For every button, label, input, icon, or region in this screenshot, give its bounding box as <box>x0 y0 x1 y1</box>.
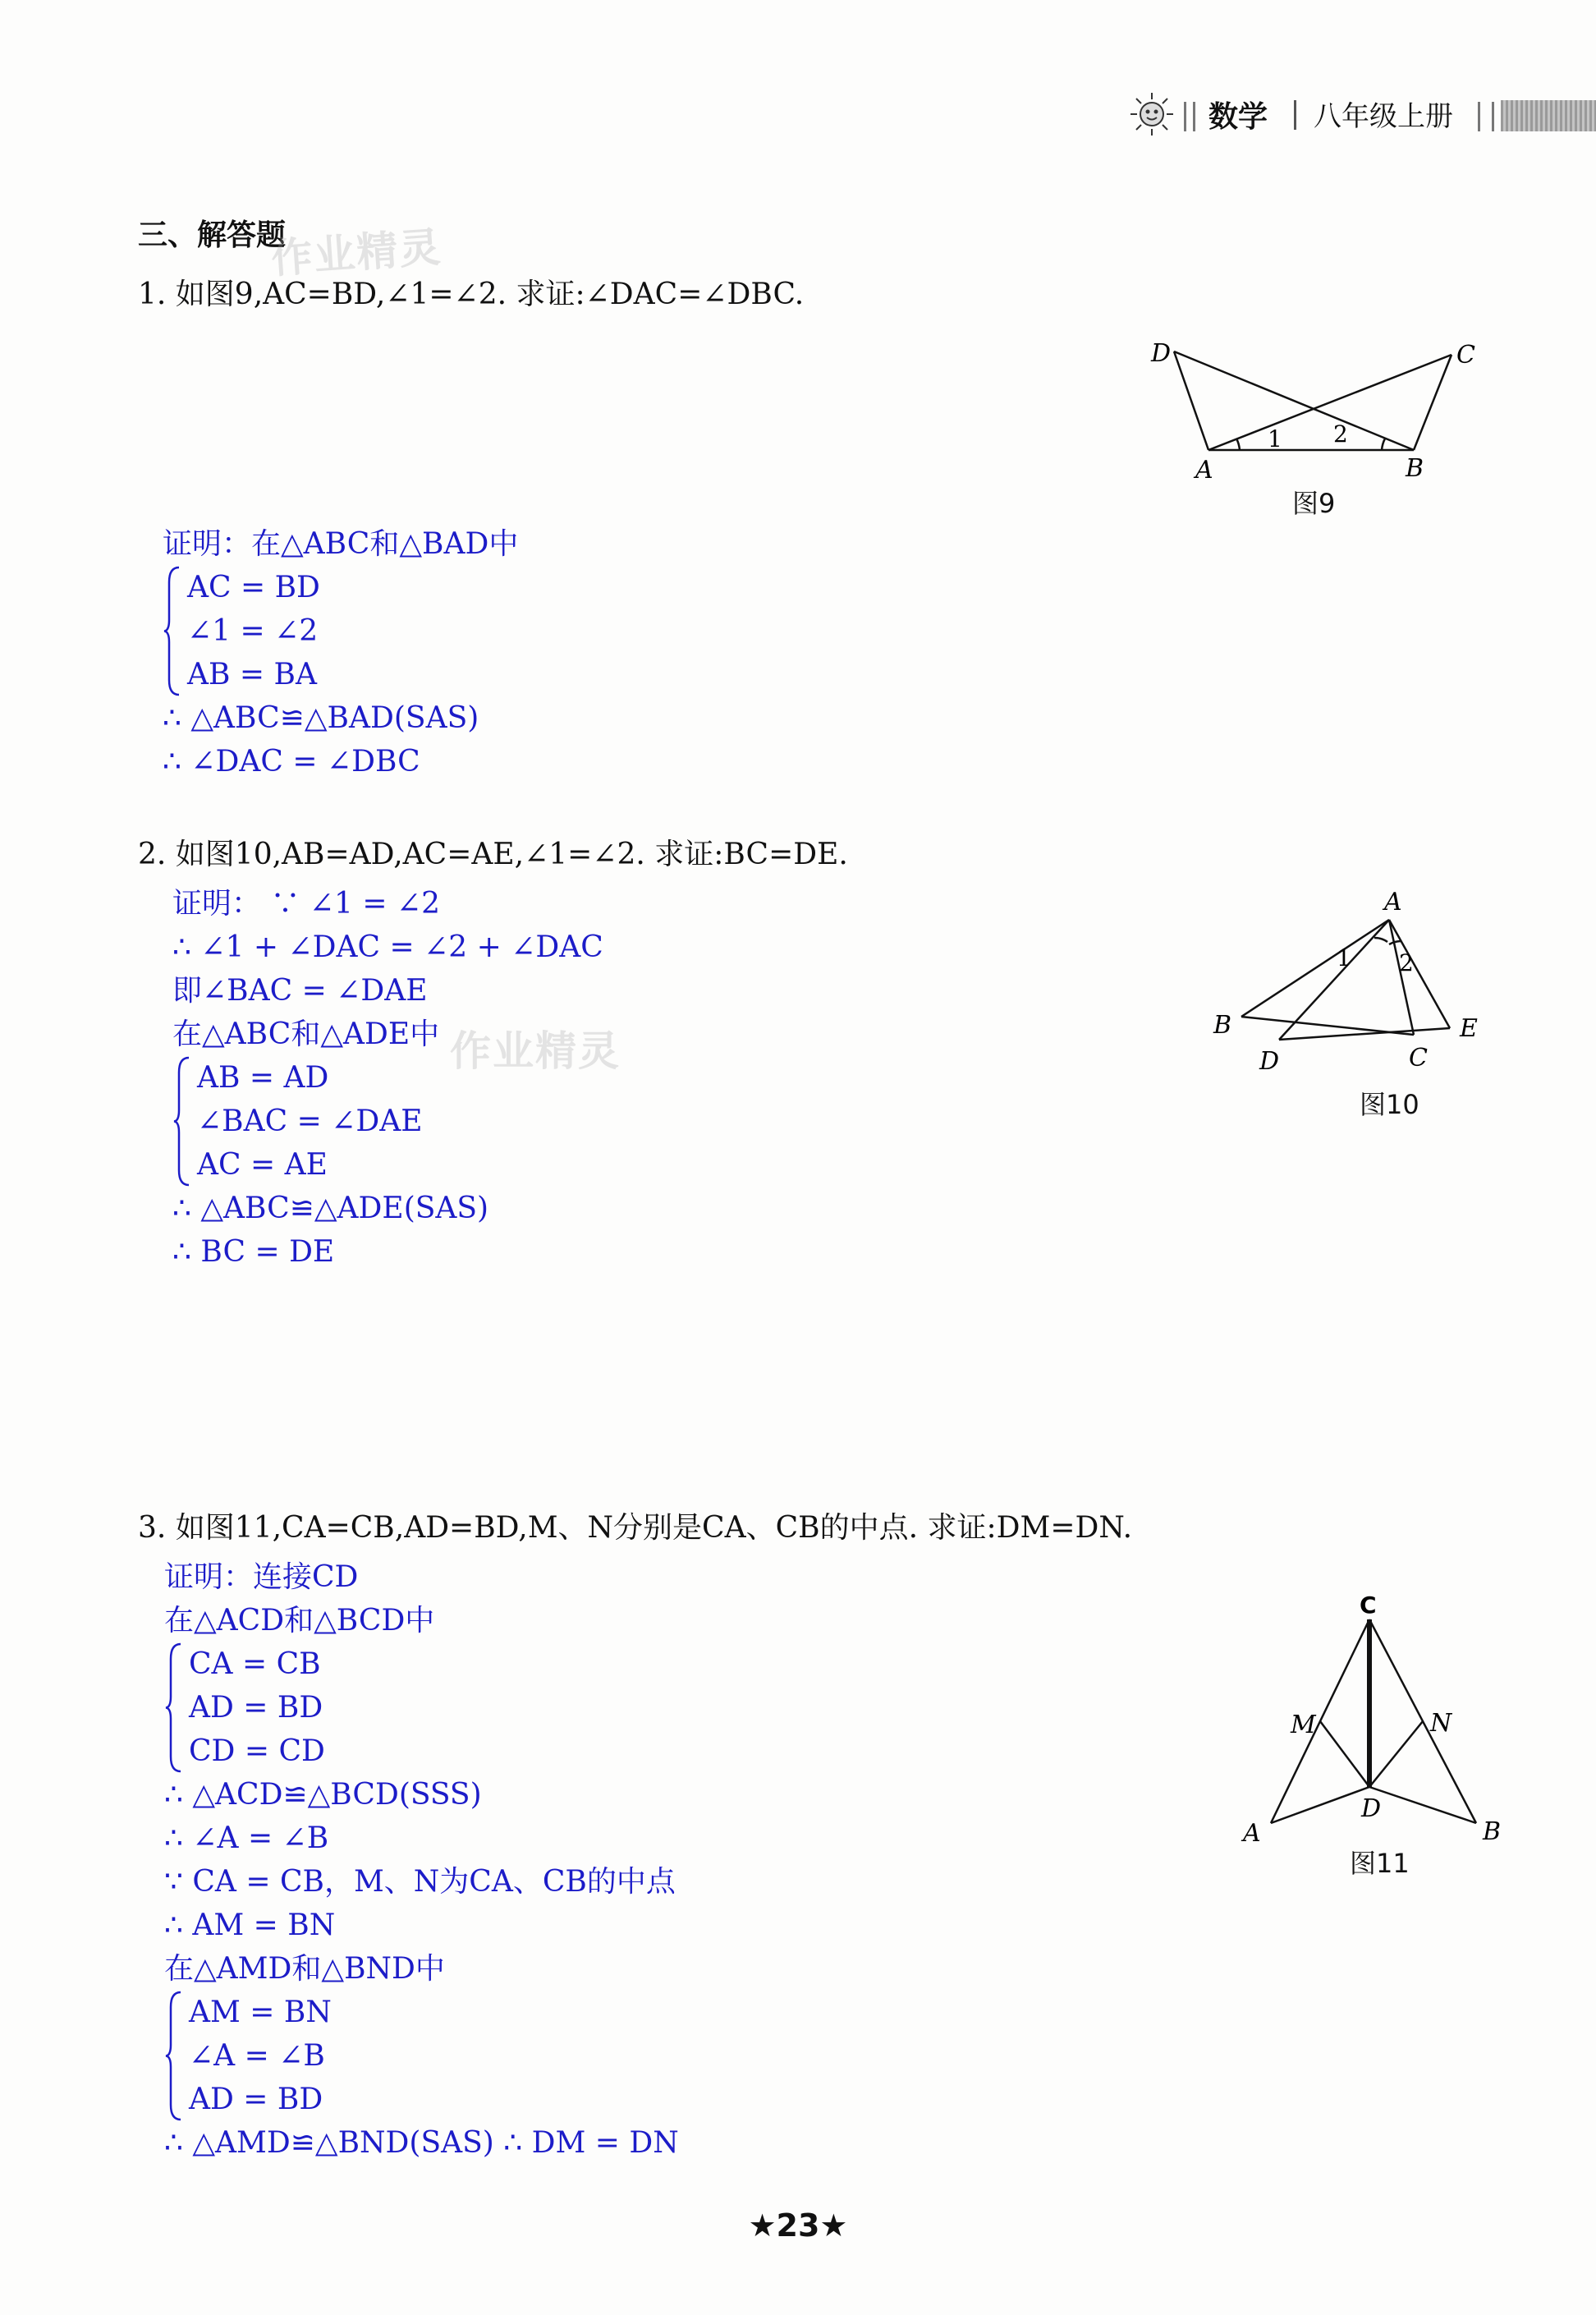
fig11-label-A: A <box>1243 1819 1261 1848</box>
fig9-label-B: B <box>1406 454 1424 483</box>
fig9-label-C: C <box>1456 341 1475 370</box>
brace-icon <box>164 1991 184 2121</box>
question-2: 2. 如图10,AB=AD,AC=AE,∠1=∠2. 求证:BC=DE. <box>138 838 848 871</box>
header-separator <box>1294 100 1296 130</box>
fig10-label-E: E <box>1460 1014 1478 1043</box>
fig10-label-D: D <box>1259 1047 1280 1076</box>
proof-1-system-line: AC = BD <box>187 571 320 604</box>
fig9-angle-1: 1 <box>1268 425 1282 452</box>
fig10-label-A: A <box>1384 888 1402 916</box>
header-subject: 数学 <box>1208 100 1268 134</box>
figure-10-caption: 图10 <box>1360 1089 1419 1120</box>
figure-9 <box>1133 328 1494 485</box>
sun-logo-icon <box>1128 90 1176 138</box>
proof-3-line: ∴ AM = BN <box>164 1908 336 1942</box>
proof-3-line: 证明：连接CD <box>164 1560 359 1594</box>
proof-3-system-1 <box>164 1642 679 1773</box>
fig10-angle-1: 1 <box>1337 944 1351 971</box>
header-divider-right <box>1478 102 1494 131</box>
fig9-angle-2: 2 <box>1333 420 1348 448</box>
proof-2-line: 在△ABC和△ADE中 <box>172 1017 440 1051</box>
page-header <box>1103 82 1596 148</box>
proof-2-system-line: AB = AD <box>197 1061 329 1095</box>
proof-1-line: ∴ ∠DAC = ∠DBC <box>163 745 420 779</box>
header-decoration <box>1501 100 1596 131</box>
proof-2-line: ∴ △ABC≌△ADE(SAS) <box>172 1192 489 1225</box>
proof-3 <box>164 1555 679 2165</box>
proof-2-line: 证明： ∵ ∠1 = ∠2 <box>172 887 441 921</box>
watermark-2: 作业精灵 <box>450 1027 621 1075</box>
proof-3-system-2 <box>164 1991 679 2121</box>
proof-1-system-line: ∠1 = ∠2 <box>187 614 319 648</box>
header-grade: 八年级上册 <box>1314 100 1453 133</box>
fig11-label-D: D <box>1361 1794 1382 1823</box>
proof-2 <box>172 882 603 1274</box>
proof-3-line: ∴ △ACD≌△BCD(SSS) <box>164 1778 482 1812</box>
figure-9-caption: 图9 <box>1292 488 1336 519</box>
fig11-label-C: C <box>1360 1593 1377 1619</box>
proof-3-line: 在△ACD和△BCD中 <box>164 1604 435 1637</box>
proof-1-system-line: AB = BA <box>187 658 317 691</box>
proof-2-line: ∴ ∠1 + ∠DAC = ∠2 + ∠DAC <box>172 930 603 964</box>
watermark: 作业精灵 <box>269 223 444 283</box>
proof-2-system-line: ∠BAC = ∠DAE <box>197 1105 423 1138</box>
figure-11-caption: 图11 <box>1350 1848 1410 1879</box>
fig11-label-M: M <box>1291 1711 1316 1739</box>
proof-1 <box>163 522 518 783</box>
brace-icon <box>164 1642 184 1773</box>
fig10-label-B: B <box>1213 1011 1232 1040</box>
proof-3-line: ∴ ∠A = ∠B <box>164 1821 329 1855</box>
proof-3-line: ∴ △AMD≌△BND(SAS) ∴ DM = DN <box>164 2126 679 2160</box>
proof-2-line: ∴ BC = DE <box>172 1235 335 1269</box>
brace-icon <box>172 1056 192 1187</box>
proof-3-system-line: CA = CB <box>189 1647 321 1681</box>
brace-icon <box>163 566 182 696</box>
proof-3-system-line: AM = BN <box>189 1996 332 2029</box>
fig11-label-B: B <box>1483 1817 1502 1846</box>
figure-10 <box>1199 879 1494 1084</box>
proof-1-intro: 证明：在△ABC和△BAD中 <box>163 527 519 561</box>
proof-2-line: 即∠BAC = ∠DAE <box>172 974 428 1008</box>
header-divider <box>1184 102 1195 131</box>
fig10-angle-2: 2 <box>1399 949 1414 976</box>
fig9-label-A: A <box>1195 456 1213 485</box>
question-1: 1. 如图9,AC=BD,∠1=∠2. 求证:∠DAC=∠DBC. <box>138 278 805 311</box>
proof-3-system-line: AD = BD <box>189 2083 323 2116</box>
proof-2-system <box>172 1056 603 1187</box>
question-3: 3. 如图11,CA=CB,AD=BD,M、N分别是CA、CB的中点. 求证:DM=DN. <box>138 1511 1133 1545</box>
proof-3-system-line: AD = BD <box>189 1691 323 1725</box>
proof-3-system-line: CD = CD <box>189 1734 325 1768</box>
proof-3-line: ∵ CA = CB，M、N为CA、CB的中点 <box>164 1865 676 1899</box>
proof-3-system-line: ∠A = ∠B <box>189 2039 325 2073</box>
proof-1-line: ∴ △ABC≌△BAD(SAS) <box>163 701 479 735</box>
fig10-label-C: C <box>1409 1044 1428 1073</box>
fig11-label-N: N <box>1430 1709 1452 1738</box>
proof-2-system-line: AC = AE <box>197 1148 328 1182</box>
proof-1-system <box>163 566 518 696</box>
section-title: 三、解答题 <box>138 218 287 252</box>
fig9-label-D: D <box>1151 339 1172 368</box>
proof-3-line: 在△AMD和△BND中 <box>164 1952 445 1986</box>
page-number: ★23★ <box>748 2207 848 2244</box>
